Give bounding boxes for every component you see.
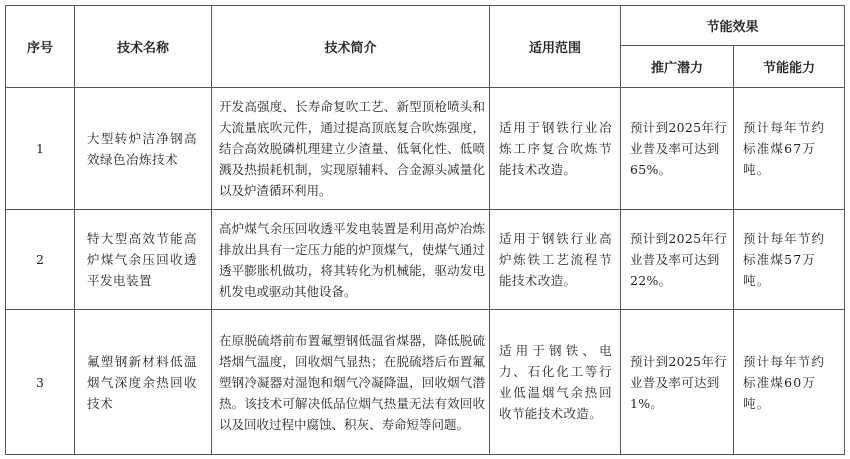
row-potential: 预计到2025年行业普及率可达到22%。 [621,210,734,310]
row-potential: 预计到2025年行业普及率可达到65%。 [621,88,734,210]
row-scope: 适用于钢铁行业高炉炼铁工艺流程节能技术改造。 [490,210,621,310]
row-capacity: 预计每年节约标准煤67万吨。 [734,88,845,210]
row-intro: 在原脱硫塔前布置氟塑钢低温省煤器，降低脱硫塔烟气温度，回收烟气显热；在脱硫塔后布置氟塑钢冷凝器对湿饱和烟气冷凝降温，回收烟气潜热。该技术可解决低品位烟气热量无法有效回收以及回收过程中腐蚀、积灰、寿命短等问题。 [212,310,490,455]
row-capacity: 预计每年节约标准煤57万吨。 [734,210,845,310]
table-row [6,210,845,310]
row-potential: 预计到2025年行业普及率可达到1%。 [621,310,734,455]
row-name: 特大型高效节能高炉煤气余压回收透平发电装置 [75,210,212,310]
row-capacity: 预计每年节约标准煤60万吨。 [734,310,845,455]
col-header-name: 技术名称 [75,6,212,88]
col-header-potential: 推广潜力 [621,46,734,88]
col-header-effect: 节能效果 [621,6,845,46]
header-row [6,6,845,46]
table-row [6,310,845,455]
col-header-capacity: 节能能力 [734,46,845,88]
table-row [6,88,845,210]
row-seq: 1 [6,88,75,210]
row-seq: 2 [6,210,75,310]
row-seq: 3 [6,310,75,455]
row-name: 氟塑钢新材料低温烟气深度余热回收技术 [75,310,212,455]
row-scope: 适用于钢铁行业冶炼工序复合吹炼节能技术改造。 [490,88,621,210]
row-scope: 适用于钢铁、电力、石化化工等行业低温烟气余热回收节能技术改造。 [490,310,621,455]
col-header-scope: 适用范围 [490,6,621,88]
row-intro: 开发高强度、长寿命复吹工艺、新型顶枪喷头和大流量底吹元件，通过提高顶底复合吹炼强度，结合高效脱磷机理建立少渣量、低氧化性、低喷溅及热损耗机制，实现原辅料、合金源头减量化以及炉渣循环利用。 [212,88,490,210]
row-intro: 高炉煤气余压回收透平发电装置是利用高炉冶炼排放出具有一定压力能的炉顶煤气，使煤气通过透平膨胀机做功，将其转化为机械能，驱动发电机发电或驱动其他设备。 [212,210,490,310]
energy-tech-table [5,5,845,455]
col-header-intro: 技术简介 [212,6,490,88]
row-name: 大型转炉洁净钢高效绿色冶炼技术 [75,88,212,210]
col-header-seq: 序号 [6,6,75,88]
